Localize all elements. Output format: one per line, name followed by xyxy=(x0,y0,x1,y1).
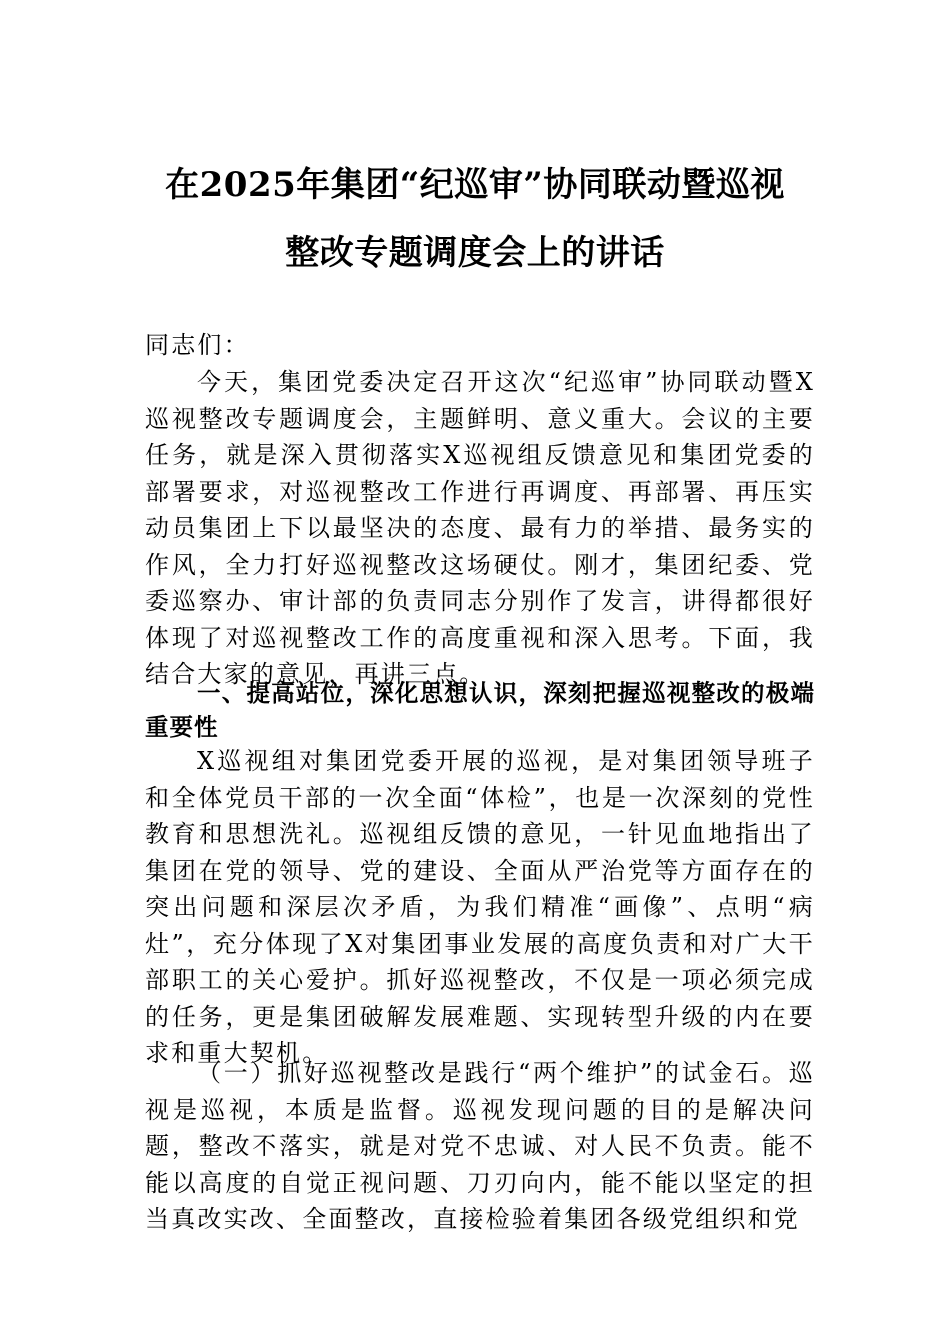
salutation: 同志们： xyxy=(145,331,250,359)
subsection-body-1: 巡视是巡视，本质是监督。巡视发现问题的目的是解决问题，整改不落实，就是对党不忠诚、对人民不负责。能不能以高度的自觉正视问题、刀刃向内，能不能以坚定的担当真改实改、全面整改，直接检验着集团各级党组织和党 xyxy=(145,1059,815,1233)
document-title-line-2: 整改专题调度会上的讲话 xyxy=(285,233,665,273)
subsection-heading-1: （一）抓好巡视整改是践行“两个维护”的试金石。 xyxy=(197,1059,789,1087)
document-title-line-1: 在2025年集团“纪巡审”协同联动暨巡视 xyxy=(165,165,785,205)
section-heading-1: 一、提高站位，深化思想认识，深刻把握巡视整改的极端重要性 xyxy=(145,679,815,741)
paragraph-subsection-1 xyxy=(145,1055,815,1238)
paragraph-section-1: X巡视组对集团党委开展的巡视，是对集团领导班子和全体党员干部的一次全面“体检”，也是一次深刻的党性教育和思想洗礼。巡视组反馈的意见，一针见血地指出了集团在党的领导、党的建设、全面从严治党等方面存在的突出问题和深层次矛盾，为我们精准“画像”、点明“病灶”，充分体现了X对集团事业发展的高度负责和对广大干部职工的关心爱护。抓好巡视整改，不仅是一项必须完成的任务，更是集团破解发展难题、实现转型升级的内在要求和重大契机。 xyxy=(145,747,815,1067)
paragraph-opening: 今天，集团党委决定召开这次“纪巡审”协同联动暨X巡视整改专题调度会，主题鲜明、意义重大。会议的主要任务，就是深入贯彻落实X巡视组反馈意见和集团党委的部署要求，对巡视整改工作进行再调度、再部署、再压实动员集团上下以最坚决的态度、最有力的举措、最务实的作风，全力打好巡视整改这场硬仗。刚才，集团纪委、党委巡察办、审计部的负责同志分别作了发言，讲得都很好体现了对巡视整改工作的高度重视和深入思考。下面，我结合大家的意见，再讲三点。 xyxy=(145,368,815,688)
